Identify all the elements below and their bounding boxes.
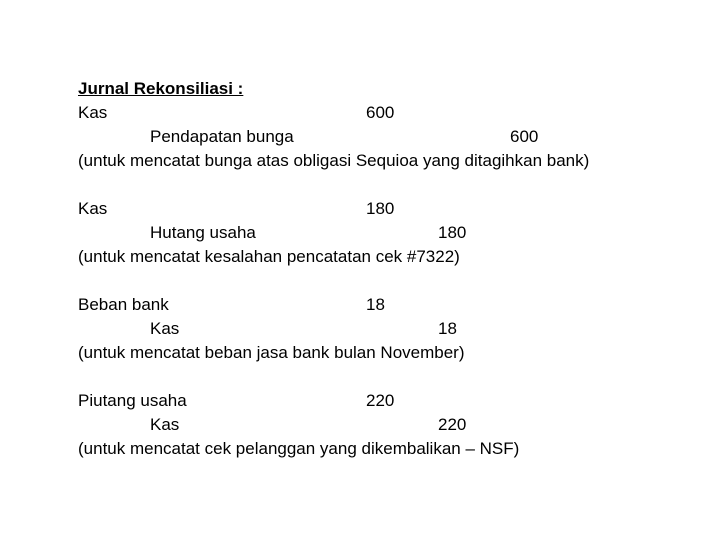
debit-amount: 600 (366, 103, 395, 122)
debit-amount: 180 (366, 199, 395, 218)
debit-amount: 220 (366, 391, 395, 410)
credit-account: Kas (150, 415, 180, 434)
entry-memo: (untuk mencatat cek pelanggan yang dikembalikan – NSF) (78, 439, 520, 458)
debit-account: Kas (78, 199, 108, 218)
credit-amount: 600 (510, 127, 539, 146)
credit-account: Hutang usaha (150, 223, 256, 242)
credit-amount: 220 (438, 415, 467, 434)
debit-account: Kas (78, 103, 108, 122)
entry-memo: (untuk mencatat beban jasa bank bulan November) (78, 343, 465, 362)
credit-account: Kas (150, 319, 180, 338)
entry-memo: (untuk mencatat kesalahan pencatatan cek #7322) (78, 247, 460, 266)
debit-amount: 18 (366, 295, 385, 314)
credit-amount: 18 (438, 319, 457, 338)
entry-memo: (untuk mencatat bunga atas obligasi Sequioa yang ditagihkan bank) (78, 151, 590, 170)
debit-account: Beban bank (78, 295, 169, 314)
page-title: Jurnal Rekonsiliasi : (78, 79, 244, 98)
debit-account: Piutang usaha (78, 391, 187, 410)
credit-amount: 180 (438, 223, 467, 242)
credit-account: Pendapatan bunga (150, 127, 294, 146)
